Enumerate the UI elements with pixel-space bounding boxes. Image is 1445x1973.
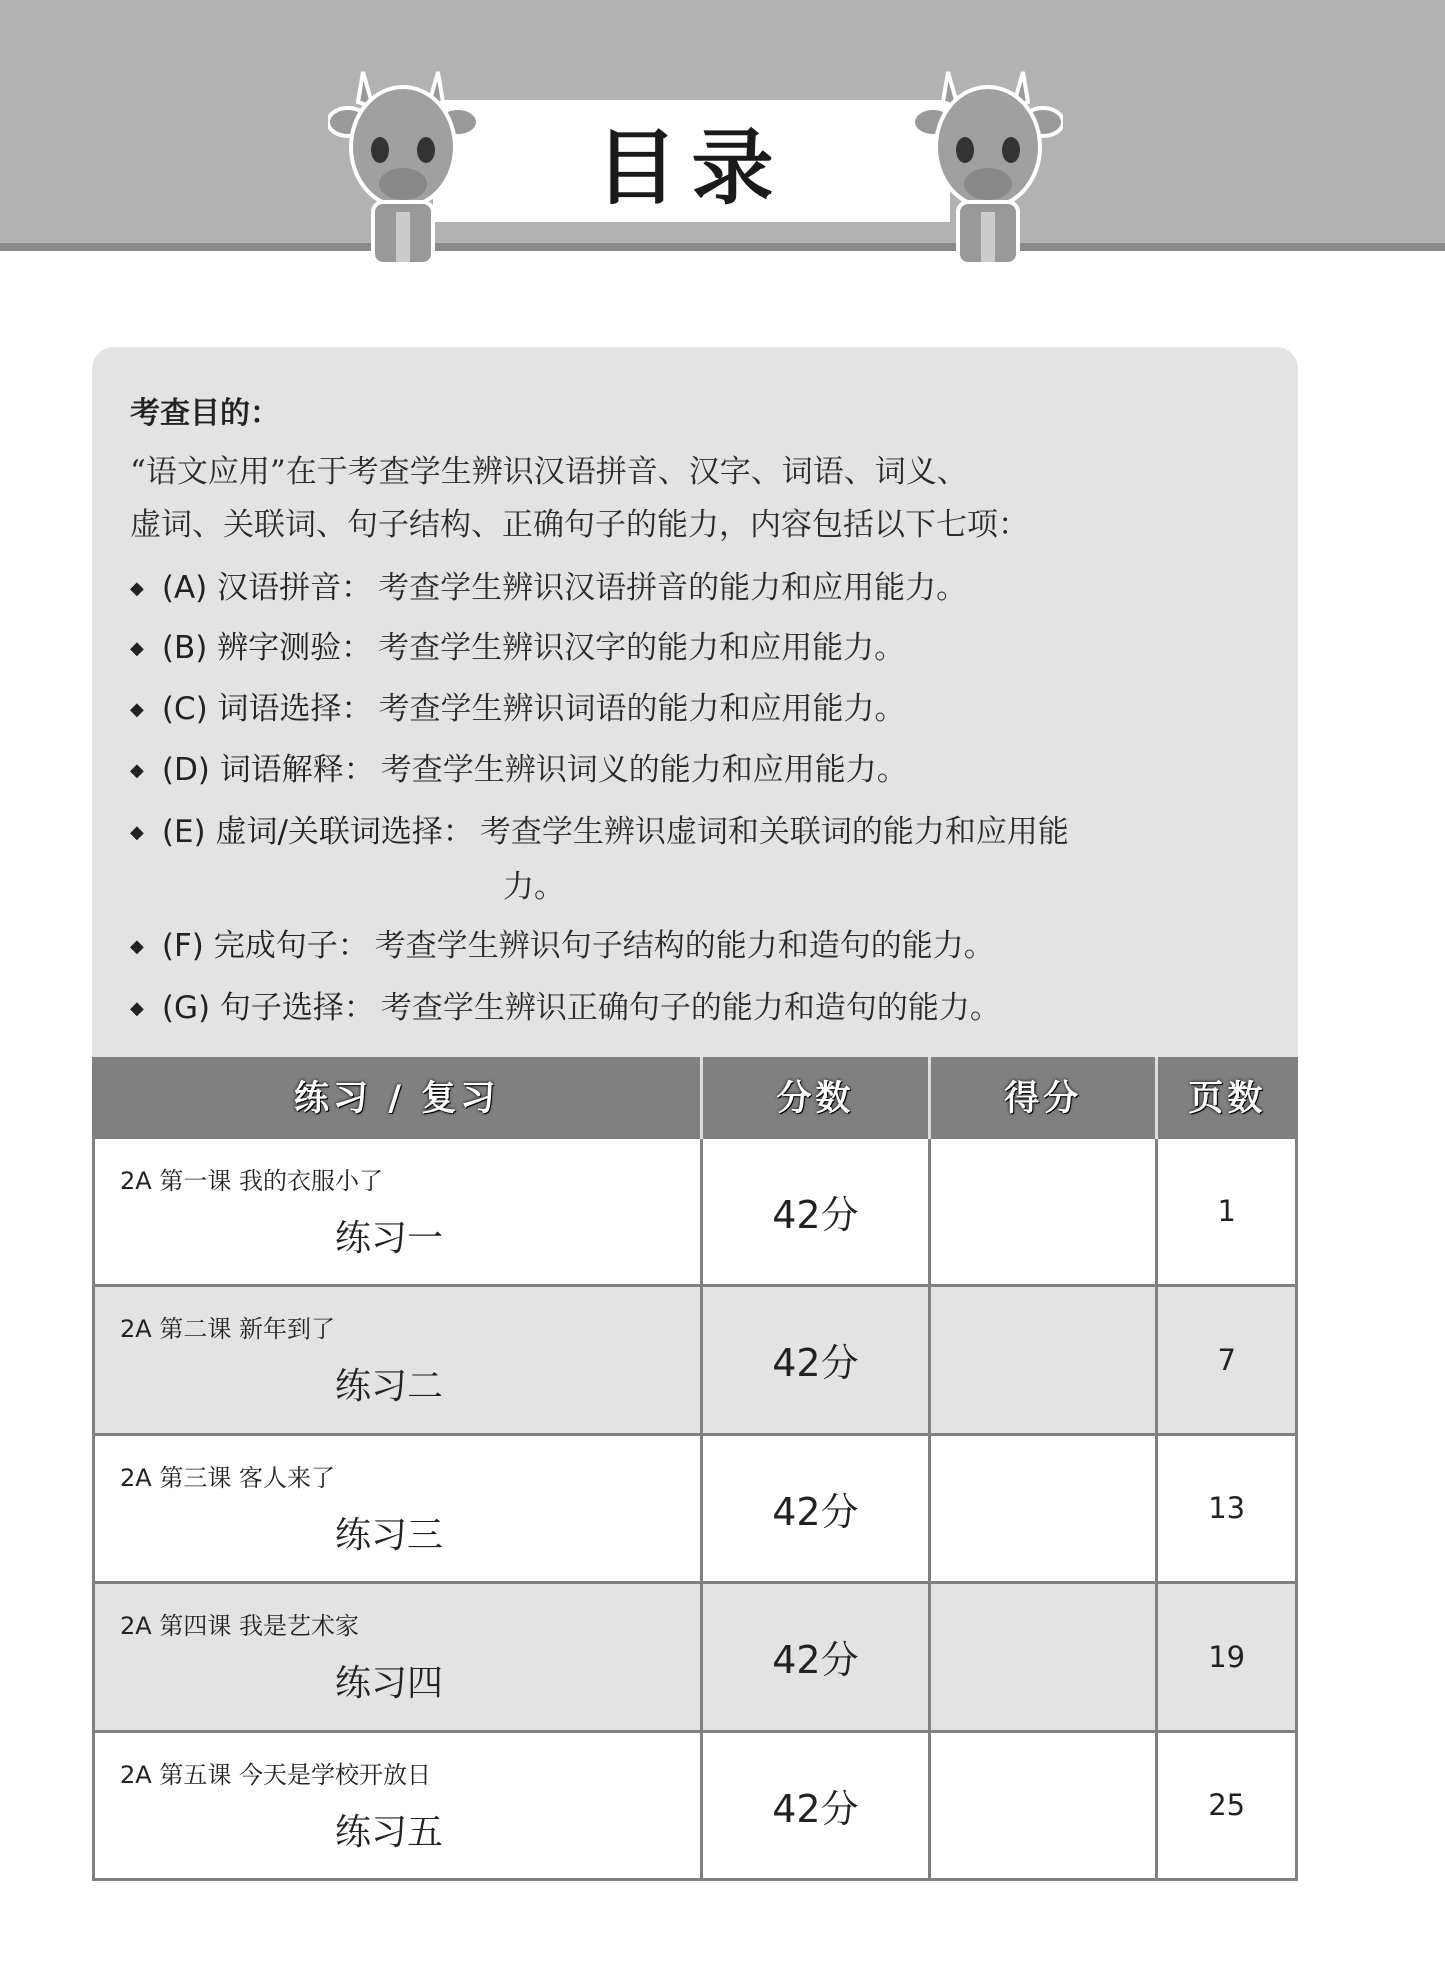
purpose-item [130,806,1069,851]
purpose-item [130,683,906,728]
calf-mascot-right-icon [913,62,1063,270]
exercise-cell [94,1583,702,1732]
bullet-diamond-icon: ◆ [130,998,144,1019]
exercise-name[interactable]: 练习三 [335,1514,444,1556]
page-cell: 1 [1157,1137,1297,1286]
purpose-title: 考查目的： [130,396,280,431]
earned-cell[interactable] [930,1583,1157,1732]
item-label: (C) 词语选择： [161,691,373,727]
calf-mascot-left-icon [328,62,478,270]
item-desc: 考查学生辨识词语的能力和应用能力。 [378,691,906,727]
bullet-diamond-icon: ◆ [130,936,144,957]
lesson-title: 2A 第一课 我的衣服小了 [120,1166,383,1195]
purpose-intro-line: “语文应用”在于考查学生辨识汉语拼音、汉字、词语、词义、 [130,454,968,490]
lesson-title: 2A 第三课 客人来了 [120,1463,335,1492]
score-cell: 42分 [701,1286,929,1435]
item-label: (D) 词语解释： [161,752,375,788]
header-exercise: 练习 / 复习 [294,1079,500,1120]
purpose-intro-line: 虚词、关联词、句子结构、正确句子的能力，内容包括以下七项： [130,507,1029,543]
page-title: 目录 [595,119,788,216]
exercise-name[interactable]: 练习四 [335,1663,444,1704]
header-stripe [0,243,1445,251]
bullet-diamond-icon: ◆ [130,578,144,599]
table-row [94,1731,1297,1880]
purpose-item [130,982,1001,1027]
earned-cell[interactable] [930,1731,1157,1880]
page-cell: 7 [1157,1286,1297,1435]
title-box [433,100,950,222]
lesson-title: 2A 第五课 今天是学校开放日 [120,1760,431,1789]
item-label: (A) 汉语拼音： [161,570,373,606]
exercise-name[interactable]: 练习二 [335,1366,444,1407]
item-label: (E) 虚词/关联词选择： [161,814,474,850]
page-cell: 19 [1157,1583,1297,1732]
exercise-cell [94,1137,702,1286]
item-label: (F) 完成句子： [161,928,369,964]
purpose-item [130,744,908,789]
score-cell: 42分 [701,1434,929,1583]
score-cell: 42分 [701,1583,929,1732]
item-desc-continued: 力。 [503,869,565,905]
exercise-cell [94,1286,702,1435]
header-earned: 得分 [930,1057,1157,1137]
page-cell: 13 [1157,1434,1297,1583]
score-cell: 42分 [701,1731,929,1880]
item-label: (G) 句子选择： [161,990,375,1026]
bullet-diamond-icon: ◆ [130,822,144,843]
lesson-title: 2A 第二课 新年到了 [120,1315,335,1343]
item-label: (B) 辨字测验： [161,630,373,666]
item-desc: 考查学生辨识汉字的能力和应用能力。 [378,630,906,666]
contents-table [92,1057,1298,1881]
bullet-diamond-icon: ◆ [130,638,144,659]
page-cell: 25 [1157,1731,1297,1880]
item-desc: 考查学生辨识句子结构的能力和造句的能力。 [374,928,995,964]
earned-cell[interactable] [930,1286,1157,1435]
exercise-name[interactable]: 练习五 [335,1811,444,1853]
purpose-item [130,622,905,667]
table-row [94,1583,1297,1732]
table-row [94,1286,1297,1435]
exercise-cell [94,1731,702,1880]
exercise-name[interactable]: 练习一 [335,1217,444,1259]
item-desc: 考查学生辨识虚词和关联词的能力和应用能 [479,814,1069,850]
exercise-cell [94,1434,702,1583]
header-score: 分数 [701,1057,929,1137]
earned-cell[interactable] [930,1434,1157,1583]
table-row [94,1137,1297,1286]
item-desc: 考查学生辨识汉语拼音的能力和应用能力。 [378,570,968,606]
item-desc: 考查学生辨识词义的能力和应用能力。 [380,752,908,788]
score-cell: 42分 [701,1137,929,1286]
bullet-diamond-icon: ◆ [130,760,144,781]
earned-cell[interactable] [930,1137,1157,1286]
item-desc: 考查学生辨识正确句子的能力和造句的能力。 [380,990,1001,1026]
lesson-title: 2A 第四课 我是艺术家 [120,1612,359,1640]
purpose-item [130,562,967,607]
purpose-item [130,920,995,965]
table-header [94,1057,1297,1137]
header-page: 页数 [1157,1057,1297,1137]
bullet-diamond-icon: ◆ [130,699,144,720]
table-row [94,1434,1297,1583]
